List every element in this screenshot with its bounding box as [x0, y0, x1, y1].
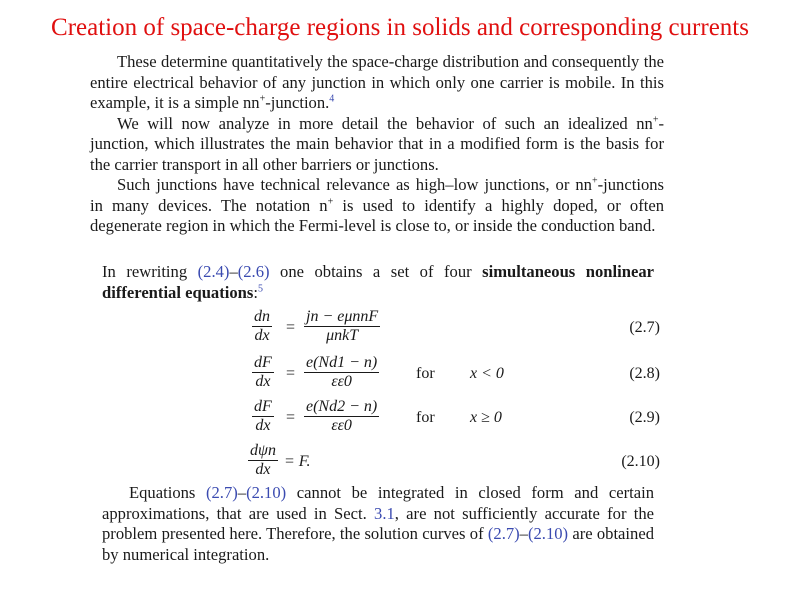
footnote-4[interactable]: 4 [329, 93, 335, 105]
paragraph-2: We will now analyze in more detail the behavior of such an idealized nn+-junction, which illustrates the main behavior that in a modified form is the basis for the carrier transport in all other barriers or junctions. [90, 113, 664, 174]
ref-2-6[interactable]: (2.6) [237, 262, 270, 281]
condition-range: x ≥ 0 [470, 409, 502, 426]
lhs-fraction: $\frac{dF}{dx}$ [254, 354, 272, 390]
lhs-fraction: dψn dx [250, 442, 276, 478]
condition-range: x < 0 [470, 365, 504, 382]
equation-2-9: $\frac{dF}{dx}$ = $\frac{e(Nd2 - n)}{\varepsilon\varepsilon 0}$ for x ≥ 0 (2.9) [254, 398, 660, 434]
lhs-fraction: $\frac{dF}{dx}$ [254, 398, 272, 434]
condition-label: for [416, 409, 435, 426]
equation-number: (2.10) [621, 453, 660, 470]
equation-number: (2.7) [629, 319, 660, 336]
equations-intro: In rewriting (2.4)–(2.6) one obtains a set of four simultaneous nonlinear differential equations:$^5$ [102, 262, 654, 302]
slide-title: Creation of space-charge regions in solids and corresponding currents [51, 14, 749, 41]
rhs-fraction: jn − eμnnF μnkT [306, 308, 379, 344]
paragraph-1: These determine quantitatively the space-charge distribution and consequently the entire electrical behavior of any junction in which only one carrier is mobile. In this example, it is a simple nn+-junction.$^4$ [90, 52, 664, 112]
paragraph-3: Such junctions have technical relevance as high–low junctions, or nn+-junctions in many devices. The notation n+ is used to identify a highly doped, or often degenerate region in which the Fermi-level is close to, or inside the conduction band. [90, 175, 664, 235]
rhs-expression: = F. [284, 453, 311, 470]
equation-2-7: $\frac{dn}{dx}$ = jn − eμnnF μnkT (2.7) [254, 308, 660, 344]
footnote-5[interactable]: 5 [257, 282, 263, 294]
equation-number: (2.9) [629, 409, 660, 426]
ref-sect-3-1[interactable]: 3.1 [374, 503, 395, 523]
ref-2-4[interactable]: (2.4) [197, 262, 230, 281]
condition-label: for [416, 365, 435, 382]
lhs-fraction: $\frac{dn}{dx}$ [254, 308, 270, 344]
ref-2-10-b[interactable]: (2.10) [527, 524, 569, 543]
ref-2-7[interactable]: (2.7) [205, 483, 238, 502]
rhs-fraction: $\frac{e(Nd1 - n)}{\varepsilon\varepsilon 0}$ [306, 354, 378, 390]
equation-2-8: $\frac{dF}{dx}$ = $\frac{e(Nd1 - n)}{\varepsilon\varepsilon 0}$ for x < 0 (2.8) [254, 354, 660, 390]
equation-number: (2.8) [629, 365, 660, 382]
equation-2-10 [240, 442, 660, 482]
intro-text [90, 52, 664, 237]
ref-2-7-b[interactable]: (2.7) [487, 524, 520, 543]
ref-2-10[interactable]: (2.10) [246, 483, 287, 502]
rhs-fraction: $\frac{e(Nd2 - n)}{\varepsilon\varepsilon 0}$ [306, 398, 378, 434]
closing-paragraph: Equations (2.7)–(2.10) cannot be integrated in closed form and certain approximations, that are used in Sect. 3.1, are not sufficiently accurate for the problem presented here. Therefore, the solution curves of (2.7)–(2.10) are obtained by numerical integration. [102, 483, 655, 564]
